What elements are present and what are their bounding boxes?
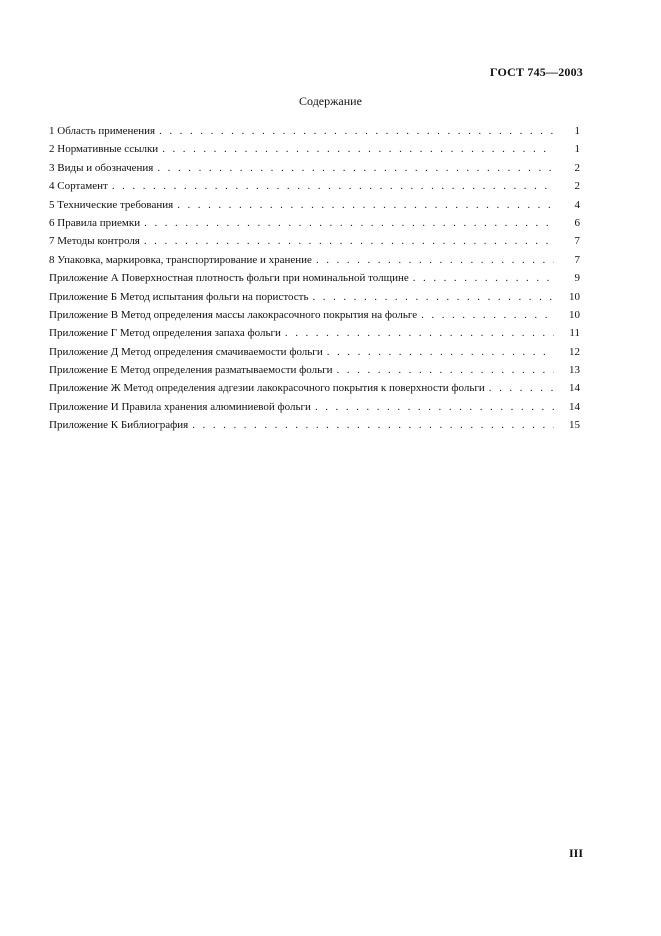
toc-leader-dots [159, 122, 554, 140]
toc-leader-dots [421, 306, 554, 324]
table-of-contents [49, 122, 580, 435]
toc-leader-dots [285, 324, 554, 342]
toc-item-label: 6 Правила приемки [49, 216, 141, 229]
toc-item-label: 7 Методы контроля [49, 235, 140, 248]
toc-item-page: 12 [569, 345, 580, 358]
toc-item[interactable] [49, 122, 580, 140]
toc-leader-dots [327, 343, 554, 361]
toc-item-page: 6 [574, 216, 580, 229]
toc-item-page: 2 [574, 180, 580, 193]
toc-item[interactable] [49, 251, 580, 269]
toc-item-page: 7 [574, 253, 580, 266]
toc-title: Содержание [299, 94, 362, 108]
toc-item[interactable] [49, 306, 580, 324]
toc-item-label: Приложение Г Метод определения запаха фольги [49, 327, 281, 340]
toc-item[interactable] [49, 398, 580, 416]
toc-item[interactable] [49, 324, 580, 342]
toc-item-page: 10 [569, 308, 580, 321]
toc-leader-dots [316, 251, 554, 269]
toc-leader-dots [112, 177, 554, 195]
toc-item-page: 1 [574, 125, 580, 137]
toc-item-label: 5 Технические требования [49, 198, 174, 211]
toc-item[interactable] [49, 288, 580, 306]
toc-item-label: 4 Сортамент [49, 180, 108, 193]
toc-item-page: 4 [574, 198, 580, 211]
toc-leader-dots [157, 159, 554, 177]
toc-leader-dots [162, 140, 554, 158]
toc-item-label: Приложение Ж Метод определения адгезии лакокрасочного покрытия к поверхности фольги [49, 382, 485, 395]
toc-item-page: 2 [574, 161, 580, 174]
toc-item[interactable] [49, 232, 580, 250]
toc-item-label: 3 Виды и обозначения [49, 161, 154, 174]
toc-item-page: 1 [574, 143, 580, 156]
toc-item[interactable] [49, 343, 580, 361]
toc-item-page: 9 [574, 272, 580, 285]
toc-item-page: 14 [569, 382, 580, 395]
toc-item[interactable] [49, 196, 580, 214]
toc-leader-dots [413, 269, 554, 287]
toc-item-page: 10 [569, 290, 580, 303]
toc-item-label: Приложение А Поверхностная плотность фольги при номинальной толщине [49, 272, 409, 285]
toc-leader-dots [312, 288, 554, 306]
toc-item-label: 8 Упаковка, маркировка, транспортирование и хранение [49, 253, 312, 266]
toc-item-label: Приложение В Метод определения массы лакокрасочного покрытия на фольге [49, 308, 418, 321]
toc-item-label: 2 Нормативные ссылки [49, 143, 159, 156]
toc-item[interactable] [49, 159, 580, 177]
toc-leader-dots [315, 398, 554, 416]
toc-item[interactable] [49, 379, 580, 397]
toc-item-page: 13 [569, 364, 580, 377]
toc-item[interactable] [49, 416, 580, 434]
toc-item-label: Приложение Д Метод определения смачиваемости фольги [49, 345, 323, 358]
toc-leader-dots [144, 214, 554, 232]
toc-item-page: 11 [569, 327, 580, 340]
toc-leader-dots [144, 232, 554, 250]
toc-item-label: Приложение И Правила хранения алюминиевой фольги [49, 400, 311, 413]
toc-leader-dots [192, 416, 554, 434]
toc-item-page: 15 [569, 419, 580, 432]
toc-item[interactable] [49, 177, 580, 195]
toc-item[interactable] [49, 269, 580, 287]
toc-item-label: Приложение К Библиография [49, 419, 189, 432]
page-number: III [568, 846, 583, 860]
toc-item[interactable] [49, 140, 580, 158]
toc-leader-dots [337, 361, 554, 379]
toc-leader-dots [489, 379, 554, 397]
toc-item-label: Приложение Е Метод определения разматываемости фольги [49, 364, 333, 377]
toc-item-page: 7 [574, 235, 580, 248]
toc-item-label: Приложение Б Метод испытания фольги на пористость [49, 290, 309, 303]
toc-item-page: 14 [569, 400, 580, 413]
document-id-header: ГОСТ 745—2003 [489, 65, 583, 79]
toc-item[interactable] [49, 361, 580, 379]
toc-item[interactable] [49, 214, 580, 232]
toc-item-label: 1 Область применения [49, 125, 156, 137]
toc-leader-dots [177, 196, 554, 214]
